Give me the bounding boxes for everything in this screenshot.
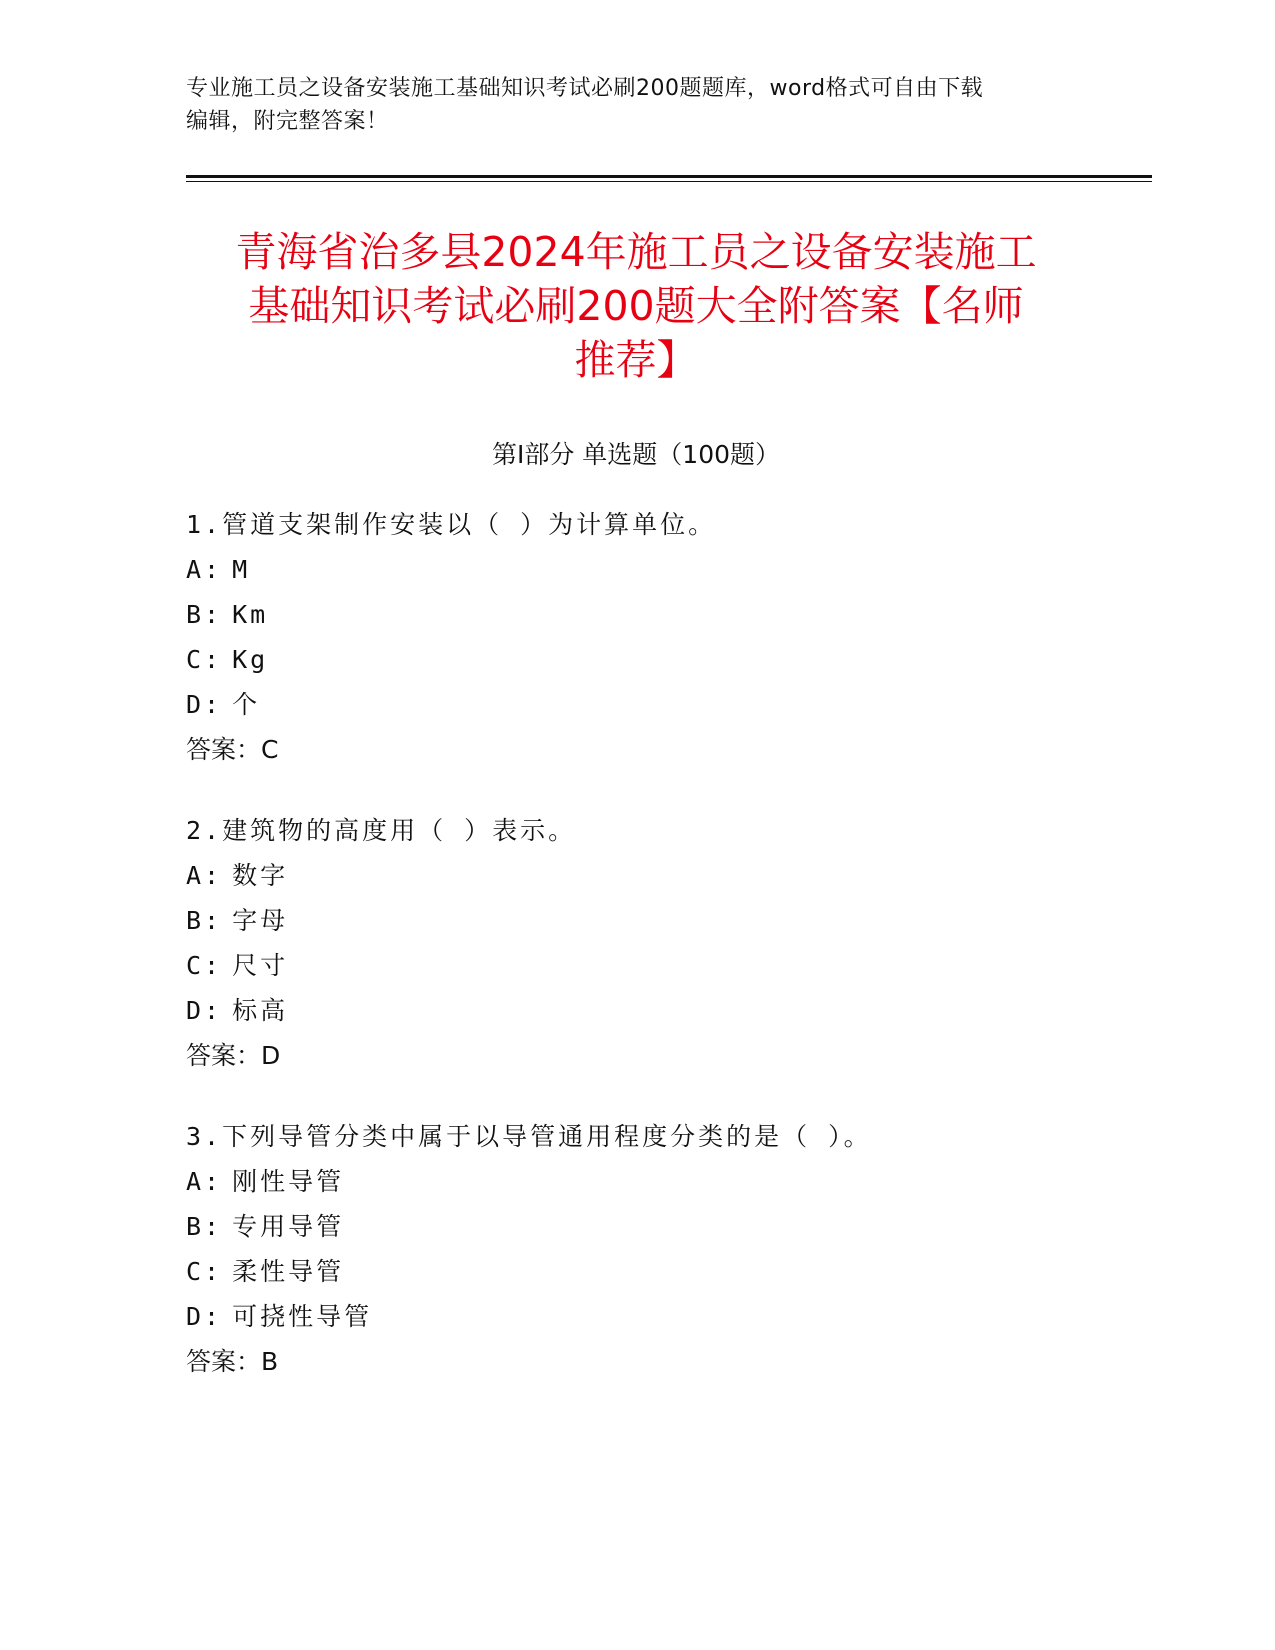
answer: 答案：D — [186, 1041, 281, 1070]
header-note-line-1: 专业施工员之设备安装施工基础知识考试必刷200题题库，word格式可自由下载 — [186, 76, 984, 101]
option-text: M — [232, 555, 251, 584]
option-label: C: — [186, 645, 223, 674]
option-label: D: — [186, 1302, 223, 1331]
option-text: 个 — [232, 690, 261, 719]
option-text: 尺寸 — [232, 951, 289, 980]
option-label: A: — [186, 861, 223, 890]
question-1 — [186, 502, 1086, 772]
option-text: 数字 — [232, 861, 289, 890]
question-stem: 2.建筑物的高度用（ ）表示。 — [186, 816, 577, 845]
option-c — [186, 637, 1086, 682]
document-title — [186, 225, 1086, 387]
option-label: B: — [186, 1212, 223, 1241]
option-text: 专用导管 — [232, 1212, 345, 1241]
answer: 答案：C — [186, 735, 279, 764]
option-d — [186, 682, 1086, 727]
option-text: 标高 — [232, 996, 289, 1025]
option-c — [186, 1249, 1086, 1294]
question-2 — [186, 808, 1086, 1078]
option-label: B: — [186, 600, 223, 629]
question-3 — [186, 1114, 1086, 1384]
option-label: A: — [186, 1167, 223, 1196]
option-d — [186, 1294, 1086, 1339]
question-stem: 3.下列导管分类中属于以导管通用程度分类的是（ ）。 — [186, 1122, 872, 1151]
answer: 答案：B — [186, 1347, 279, 1376]
option-label: C: — [186, 951, 223, 980]
option-label: B: — [186, 906, 223, 935]
option-d — [186, 988, 1086, 1033]
option-a — [186, 853, 1086, 898]
title-line-2: 基础知识考试必刷200题大全附答案【名师 — [248, 282, 1024, 330]
title-line-1: 青海省治多县2024年施工员之设备安装施工 — [235, 228, 1037, 276]
title-line-3: 推荐】 — [574, 336, 698, 384]
option-text: 柔性导管 — [232, 1257, 345, 1286]
header-divider-thick — [186, 175, 1152, 178]
question-stem: 1.管道支架制作安装以（ ）为计算单位。 — [186, 510, 717, 539]
option-label: C: — [186, 1257, 223, 1286]
option-a — [186, 547, 1086, 592]
option-c — [186, 943, 1086, 988]
option-b — [186, 1204, 1086, 1249]
option-text: 刚性导管 — [232, 1167, 345, 1196]
option-text: Kg — [232, 645, 269, 674]
section-heading: 第Ⅰ部分 单选题（100题） — [491, 440, 781, 469]
option-text: 可挠性导管 — [232, 1302, 373, 1331]
option-label: D: — [186, 690, 223, 719]
header-note — [186, 72, 1066, 138]
option-b — [186, 898, 1086, 943]
option-text: Km — [232, 600, 269, 629]
option-label: A: — [186, 555, 223, 584]
header-divider-thin — [186, 181, 1152, 182]
option-text: 字母 — [232, 906, 289, 935]
header-note-line-2: 编辑，附完整答案！ — [186, 109, 389, 134]
option-a — [186, 1159, 1086, 1204]
option-b — [186, 592, 1086, 637]
option-label: D: — [186, 996, 223, 1025]
